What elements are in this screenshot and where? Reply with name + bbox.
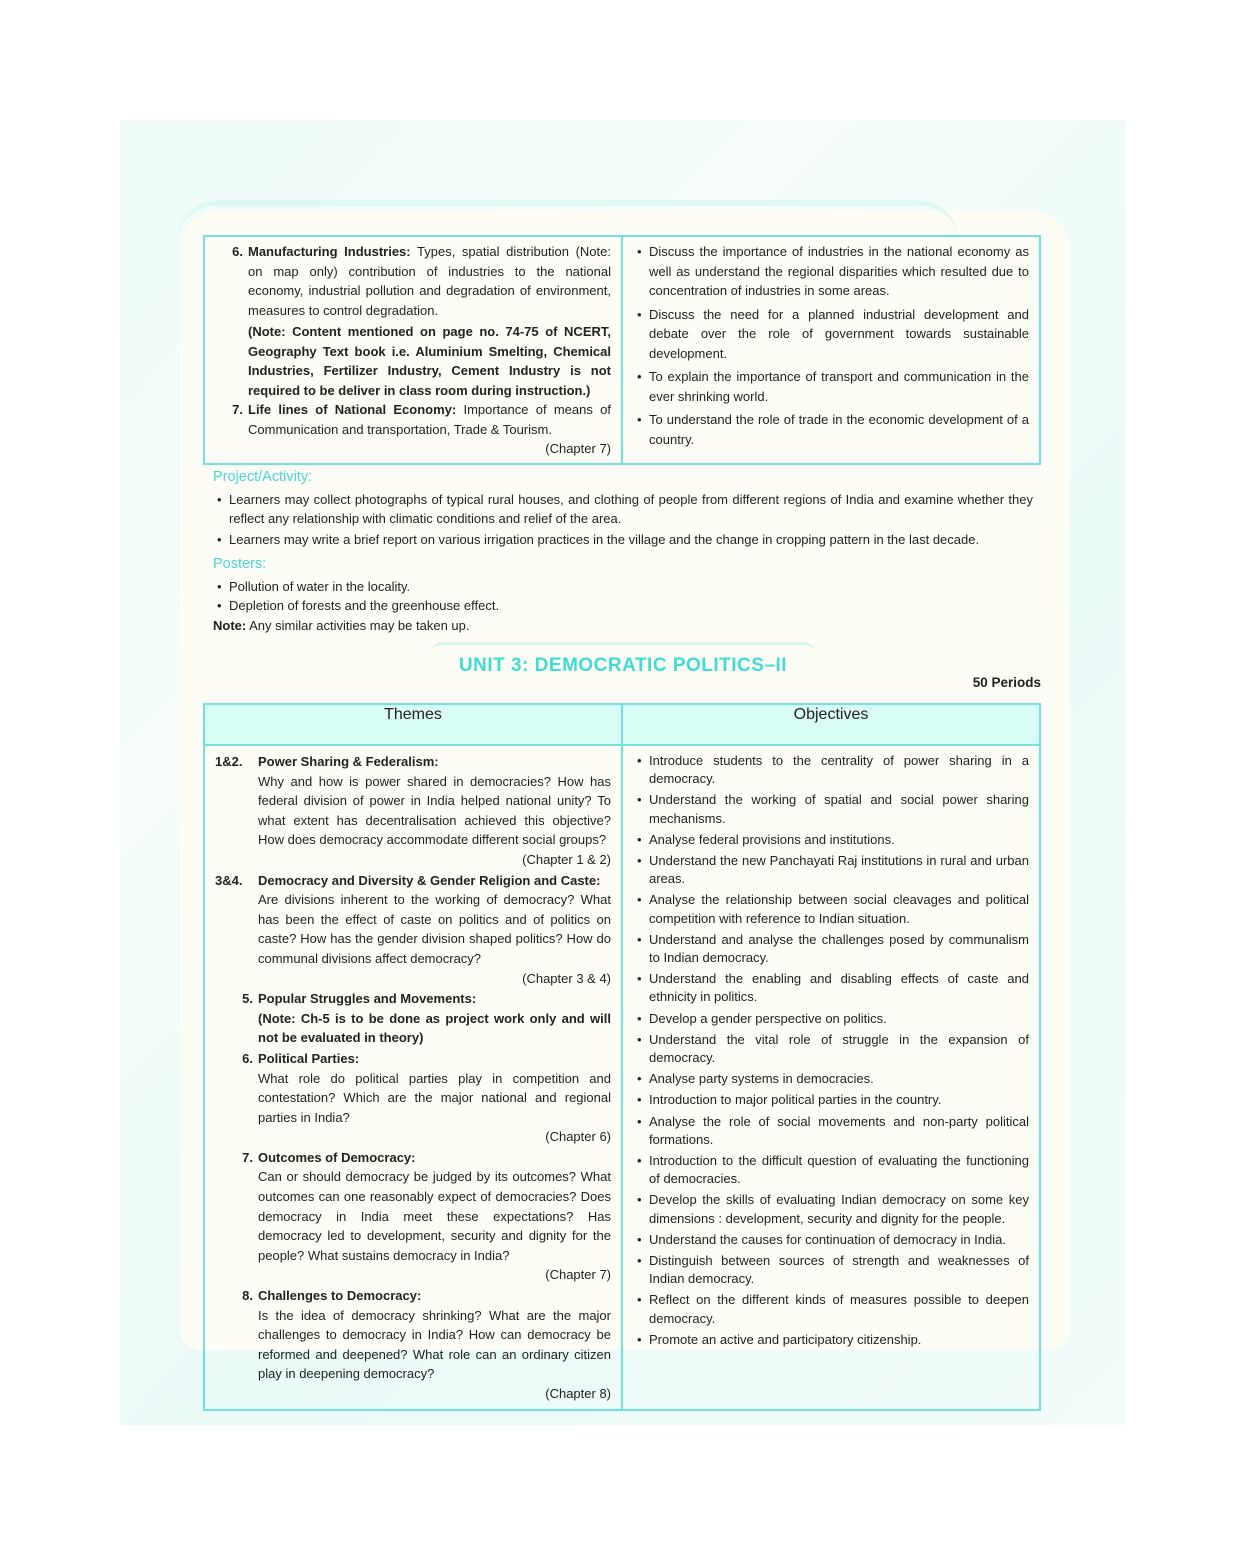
item-text: Learners may write a brief report on various irrigation practices in the village and the change in cropping pattern in the last decade. [229, 531, 980, 547]
objective-item [633, 1091, 1029, 1109]
objective-text: Discuss the importance of industries in the national economy as well as understand the regional disparities which resulted due to concentration of industries in some areas. [649, 244, 1029, 298]
theme-title: Outcomes of Democracy: [258, 1149, 416, 1165]
bullet-icon: • [637, 1031, 642, 1047]
objective-item [633, 831, 1029, 849]
item-text: Learners may collect photographs of typical rural houses, and clothing of people from different regions of India and examine whether they reflect any relationship with climatic conditions and relief of the area. [229, 491, 1033, 526]
bullet-icon: • [637, 853, 642, 869]
bullet-icon: • [637, 1092, 642, 1108]
bullet-icon: • [637, 1010, 642, 1026]
theme-number: 6. [232, 244, 243, 259]
theme-number: 7. [232, 402, 243, 417]
theme-item [215, 752, 611, 870]
item-text: Depletion of forests and the greenhouse effect. [229, 598, 500, 613]
objective-item [633, 931, 1029, 967]
theme-number: 3&4. [215, 872, 243, 888]
objective-item [633, 970, 1029, 1006]
column-header-objectives: Objectives [622, 704, 1040, 745]
syllabus-table-unit2-continued [203, 235, 1041, 465]
objective-text: To understand the role of trade in the economic development of a country. [649, 412, 1029, 447]
objective-item [633, 1152, 1029, 1188]
objective-text: Promote an active and participatory citizenship. [649, 1331, 922, 1347]
bullet-icon: • [637, 753, 642, 768]
themes-cell [204, 236, 622, 464]
objective-item [633, 1191, 1029, 1227]
objective-item [633, 852, 1029, 888]
theme-title: Power Sharing & Federalism: [258, 754, 439, 769]
bullet-icon: • [637, 1113, 642, 1129]
theme-title: Popular Struggles and Movements: [258, 991, 477, 1007]
objective-text: Understand the vital role of struggle in the expansion of democracy. [649, 1031, 1029, 1066]
bullet-icon: • [637, 831, 642, 847]
theme-text: Types, spatial distribution (Note: on map only) contribution of industries to the national economy, industrial pollution and degradation of environment, measures to control degradation. [248, 244, 611, 318]
objective-text: Reflect on the different kinds of measures possible to deepen democracy. [649, 1292, 1029, 1326]
bullet-icon: • [637, 369, 642, 384]
bullet-icon: • [637, 244, 642, 259]
chapter-ref: (Chapter 1 & 2) [522, 851, 611, 867]
objective-text: Understand and analyse the challenges posed by communalism to Indian democracy. [649, 931, 1029, 966]
objective-item [633, 791, 1029, 827]
periods-label: 50 Periods [972, 675, 1041, 690]
theme-text: Why and how is power shared in democracies? How has federal division of power in India helped national unity? To what extent has decentralisation achieved this objective? How does democracy accommodate different social groups? [258, 773, 611, 848]
objective-item [633, 1010, 1029, 1028]
objective-item [633, 1231, 1029, 1249]
theme-item [215, 1148, 611, 1285]
objective-item [633, 367, 1029, 406]
objective-text: Analyse the relationship between social cleavages and political competition with reference to Indian situation. [649, 892, 1029, 926]
objective-text: Develop the skills of evaluating Indian democracy on some key dimensions : development, security and dignity for the people. [649, 1192, 1029, 1226]
theme-text: Is the idea of democracy shrinking? What are the major challenges to democracy in India? How can democracy be reformed and deepened? What role can an ordinary citizen play in deepening democracy? [258, 1307, 611, 1382]
bullet-icon: • [637, 306, 642, 322]
objective-text: Understand the causes for continuation of democracy in India. [649, 1231, 1006, 1247]
theme-number: 7. [242, 1149, 253, 1165]
objective-item [633, 1031, 1029, 1067]
theme-title: Political Parties: [258, 1050, 360, 1066]
column-header-themes: Themes [204, 704, 622, 745]
theme-item [215, 1286, 611, 1404]
bullet-icon: • [637, 1253, 642, 1269]
bullet-icon: • [637, 412, 642, 427]
objective-text: Introduction to major political parties in the country. [649, 1092, 942, 1108]
bullet-icon: • [637, 1153, 642, 1169]
bullet-icon: • [637, 1231, 642, 1247]
bullet-icon: • [637, 971, 642, 987]
objective-text: Analyse federal provisions and institutions. [649, 831, 895, 847]
objective-item [633, 1070, 1029, 1088]
item-text: Pollution of water in the locality. [229, 578, 411, 594]
theme-number: 8. [242, 1288, 253, 1304]
bullet-icon: • [637, 1292, 642, 1308]
theme-item [215, 871, 611, 989]
objective-text: Introduction to the difficult question of evaluating the functioning of democracies. [649, 1153, 1029, 1187]
bullet-icon: • [637, 1071, 642, 1087]
themes-cell [204, 745, 622, 1410]
list-item: • Learners may collect photographs of typical rural houses, and clothing of people from different regions of India and examine whether they reflect any relationship with climatic conditions and relief of the area. [213, 490, 1033, 529]
theme-title: Challenges to Democracy: [258, 1288, 422, 1304]
objective-text: Understand the new Panchayati Raj institutions in rural and urban areas. [649, 853, 1029, 887]
unit-title: UNIT 3: DEMOCRATIC POLITICS–II [430, 642, 816, 682]
chapter-ref: (Chapter 3 & 4) [522, 970, 611, 986]
objective-item [633, 305, 1029, 364]
objective-text: Understand the enabling and disabling effects of caste and ethnicity in politics. [649, 971, 1029, 1005]
objective-item [633, 410, 1029, 449]
section-heading: Project/Activity: [213, 469, 313, 485]
objective-text: Introduce students to the centrality of power sharing in a democracy. [649, 753, 1029, 787]
objectives-cell [622, 236, 1040, 464]
theme-title: Democracy and Diversity & Gender Religion and Caste: [258, 872, 601, 888]
theme-item [215, 989, 611, 1048]
theme-text: Can or should democracy be judged by its outcomes? What outcomes can one reasonably expect of democracies? Does democracy in India meet these expectations? Has democracy led to development, security and dignity for the people? What sustains democracy in India? [258, 1169, 611, 1263]
bullet-icon: • [637, 931, 642, 947]
bullet-icon: • [637, 892, 642, 908]
chapter-ref: (Chapter 7) [545, 441, 611, 456]
objective-text: Develop a gender perspective on politics. [649, 1010, 887, 1026]
list-item: • Learners may write a brief report on various irrigation practices in the village and the change in cropping pattern in the last decade. [213, 530, 1033, 550]
objective-item [633, 1113, 1029, 1149]
bullet-icon: • [637, 1331, 642, 1347]
objective-text: Understand the working of spatial and social power sharing mechanisms. [649, 792, 1029, 826]
objective-item [633, 891, 1029, 927]
note [213, 616, 1033, 636]
project-activity-section [213, 468, 1033, 635]
chapter-ref: (Chapter 6) [545, 1129, 611, 1145]
chapter-ref: (Chapter 8) [545, 1386, 611, 1401]
decorative-swoosh [178, 200, 958, 240]
list-item: • Depletion of forests and the greenhouse effect. [213, 596, 1033, 616]
chapter-ref: (Chapter 7) [545, 1267, 611, 1283]
objective-item [633, 1291, 1029, 1327]
theme-note: (Note: Ch-5 is to be done as project work only and will not be evaluated in theory) [258, 1010, 611, 1046]
note-text: Any similar activities may be taken up. [249, 617, 470, 633]
theme-item [215, 242, 611, 400]
theme-title: Manufacturing Industries: [248, 244, 411, 259]
theme-number: 1&2. [215, 754, 243, 769]
syllabus-table-unit3 [203, 703, 1041, 1411]
objective-item [633, 1331, 1029, 1349]
objective-text: Analyse party systems in democracies. [649, 1071, 874, 1087]
theme-note: (Note: Content mentioned on page no. 74-75 of NCERT, Geography Text book i.e. Aluminium Smelting, Chemical Industries, Fertilizer Industry, Cement Industry is not required to be deliver in class room during instruction.) [248, 324, 611, 398]
theme-text: Importance of means of Communication and transportation, Trade & Tourism. [248, 402, 611, 437]
theme-text: Are divisions inherent to the working of democracy? What has been the effect of caste on politics and of politics on caste? How has the gender division shaped politics? How do communal divisions affect democracy? [258, 892, 611, 966]
theme-text: What role do political parties play in competition and contestation? Which are the major national and regional parties in India? [258, 1070, 611, 1125]
objective-item [633, 242, 1029, 301]
objectives-cell [622, 745, 1040, 1410]
theme-item [215, 400, 611, 459]
objective-text: Analyse the role of social movements and non-party political formations. [649, 1113, 1029, 1147]
objective-text: Discuss the need for a planned industrial development and debate over the role of government towards sustainable development. [649, 306, 1029, 361]
theme-number: 6. [242, 1050, 253, 1066]
objective-text: Distinguish between sources of strength and weaknesses of Indian democracy. [649, 1253, 1029, 1287]
bullet-icon: • [637, 792, 642, 808]
objective-text: To explain the importance of transport and communication in the ever shrinking world. [649, 369, 1029, 404]
theme-title: Life lines of National Economy: [248, 402, 457, 417]
theme-number: 5. [242, 991, 253, 1007]
list-item: • Pollution of water in the locality. [213, 577, 1033, 597]
bullet-icon: • [637, 1192, 642, 1208]
objective-item [633, 1252, 1029, 1288]
note-label: Note: [213, 617, 247, 633]
objective-item [633, 752, 1029, 788]
theme-item [215, 1049, 611, 1147]
section-heading: Posters: [213, 556, 267, 572]
